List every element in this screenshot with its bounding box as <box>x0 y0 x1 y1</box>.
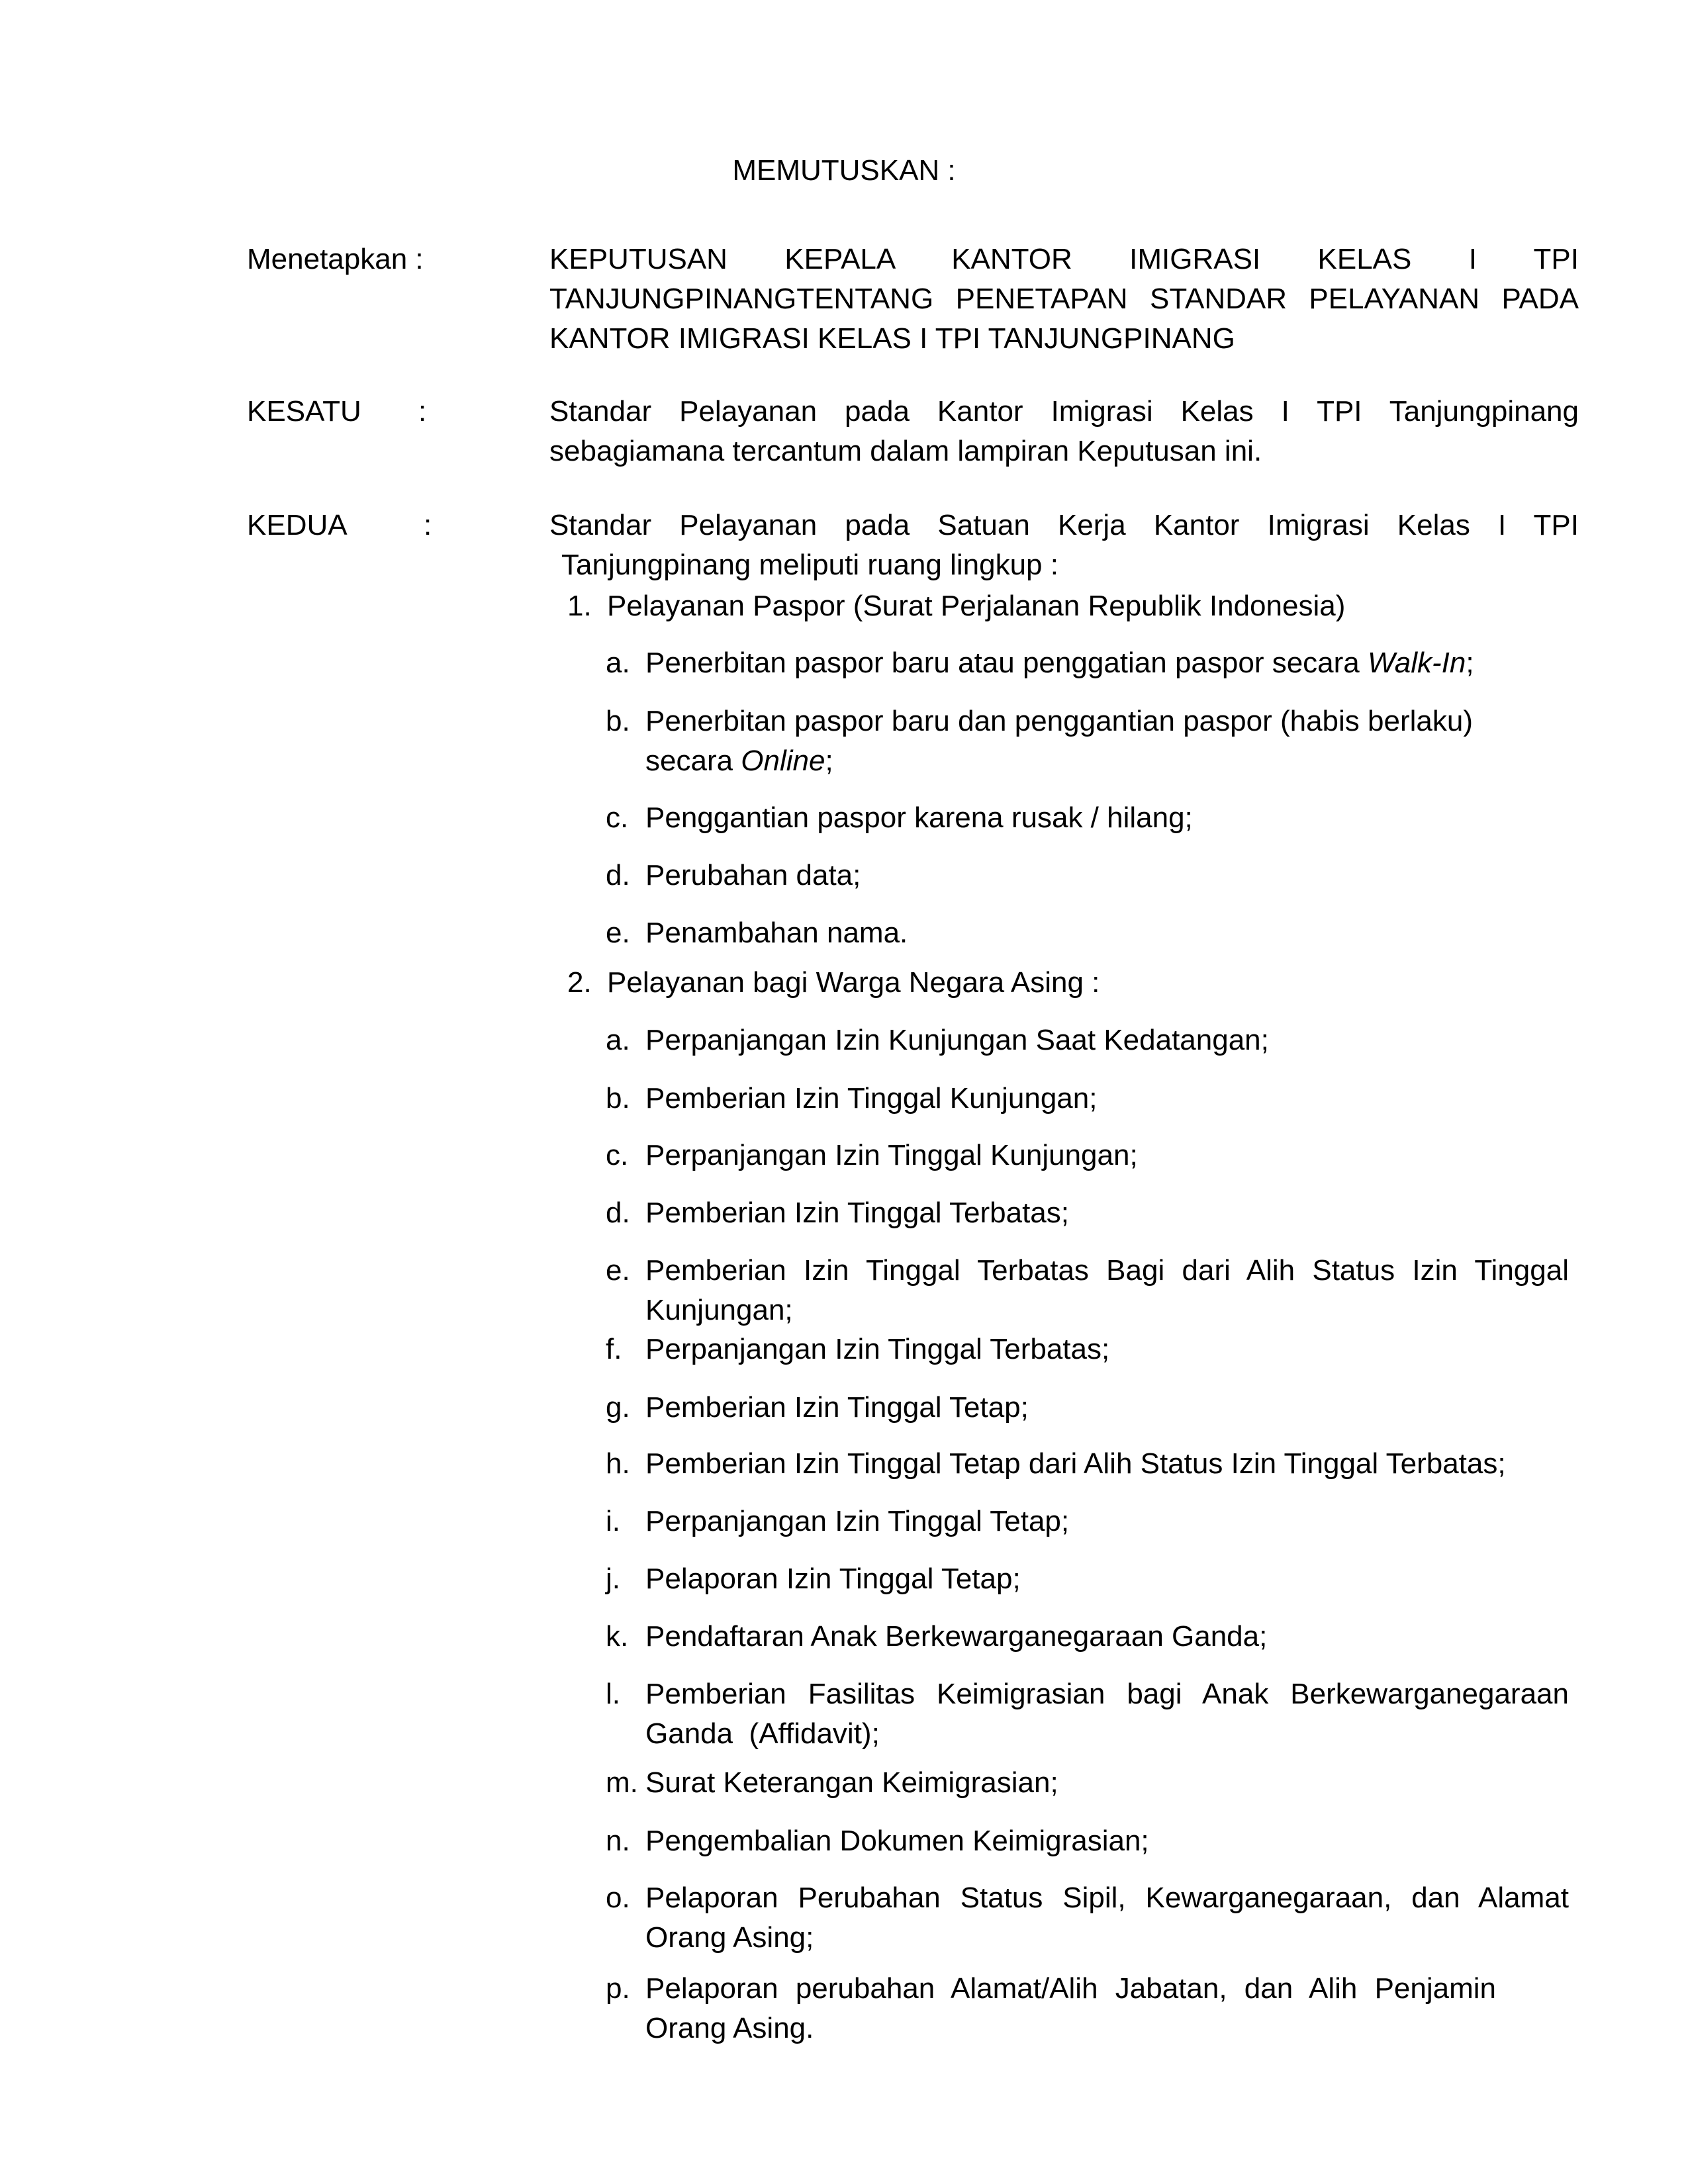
list-item-letter: a. <box>606 1024 630 1056</box>
list-item-text: Pemberian Izin Tinggal Tetap dari Alih Status Izin Tinggal Terbatas; <box>645 1447 1506 1480</box>
list-item-letter: k. <box>606 1620 629 1653</box>
menetapkan-label: Menetapkan : <box>247 243 424 275</box>
kesatu-text <box>549 392 1579 471</box>
kedua-label: KEDUA <box>247 509 348 541</box>
list-item-text: Pelaporan Izin Tinggal Tetap; <box>645 1563 1021 1595</box>
list-item-letter: b. <box>606 705 630 737</box>
kedua-colon: : <box>424 509 432 541</box>
page-title: MEMUTUSKAN : <box>732 154 956 187</box>
list-item-text: Penerbitan paspor baru dan penggantian paspor (habis berlaku) secara Online; <box>645 705 1473 777</box>
list-item-text: Perpanjangan Izin Tinggal Kunjungan; <box>645 1139 1138 1171</box>
menetapkan-line-3: KANTOR IMIGRASI KELAS I TPI TANJUNGPINANG <box>549 322 1235 355</box>
list-item-letter: g. <box>606 1391 630 1424</box>
list-item-text: Pemberian Izin Tinggal Terbatas; <box>645 1197 1069 1229</box>
kedua-text <box>549 506 1579 585</box>
section-title: Pelayanan Paspor (Surat Perjalanan Republik Indonesia) <box>607 590 1346 622</box>
section-number: 1. <box>567 590 592 622</box>
list-item-letter: e. <box>606 1254 630 1287</box>
list-item-letter: p. <box>606 1972 630 2005</box>
list-item-text: Perubahan data; <box>645 859 861 891</box>
list-item-text: Pemberian Izin Tinggal Kunjungan; <box>645 1082 1098 1115</box>
list-item-text: Pemberian Izin Tinggal Tetap; <box>645 1391 1029 1424</box>
kedua-line-1: Standar Pelayanan pada Satuan Kerja Kantor Imigrasi Kelas I TPI <box>549 509 1579 541</box>
list-item-letter: h. <box>606 1447 630 1480</box>
list-item-letter: n. <box>606 1825 630 1857</box>
list-item-text: Penerbitan paspor baru atau penggatian paspor secara Walk-In; <box>645 647 1474 679</box>
kesatu-line-2: sebagiamana tercantum dalam lampiran Keputusan ini. <box>549 435 1262 467</box>
list-item-text: Pengembalian Dokumen Keimigrasian; <box>645 1825 1149 1857</box>
list-item-text: Pemberian Fasilitas Keimigrasian bagi Anak Berkewarganegaraan Ganda (Affidavit); <box>645 1678 1569 1750</box>
list-item-text: Pendaftaran Anak Berkewarganegaraan Ganda; <box>645 1620 1268 1653</box>
list-item-letter: f. <box>606 1333 622 1365</box>
list-item-text: Pelaporan Perubahan Status Sipil, Kewarganegaraan, dan Alamat Orang Asing; <box>645 1882 1569 1954</box>
list-item-text: Perpanjangan Izin Tinggal Terbatas; <box>645 1333 1110 1365</box>
list-item-text: Perpanjangan Izin Kunjungan Saat Kedatangan; <box>645 1024 1269 1056</box>
menetapkan-line-2: TANJUNGPINANGTENTANG PENETAPAN STANDAR PELAYANAN PADA <box>549 283 1579 315</box>
list-item-letter: c. <box>606 1139 629 1171</box>
kesatu-label: KESATU <box>247 395 361 428</box>
italic-term: Online <box>741 745 825 777</box>
list-item-letter: a. <box>606 647 630 679</box>
list-item-letter: o. <box>606 1882 630 1914</box>
list-item-letter: m. <box>606 1766 638 1799</box>
list-item-letter: d. <box>606 1197 630 1229</box>
list-item-text: Penambahan nama. <box>645 917 908 949</box>
menetapkan-line-1: KEPUTUSAN KEPALA KANTOR IMIGRASI KELAS I TPI <box>549 243 1579 275</box>
list-item-letter: e. <box>606 917 630 949</box>
list-item-letter: c. <box>606 801 629 834</box>
list-item-letter: b. <box>606 1082 630 1115</box>
list-item-text: Pelaporan perubahan Alamat/Alih Jabatan, dan Alih Penjamin Orang Asing. <box>645 1972 1496 2044</box>
list-item-text: Penggantian paspor karena rusak / hilang; <box>645 801 1193 834</box>
list-item-letter: j. <box>606 1563 620 1595</box>
list-item-letter: i. <box>606 1505 620 1537</box>
kedua-line-2: Tanjungpinang meliputi ruang lingkup : <box>561 549 1058 581</box>
section-number: 2. <box>567 966 592 999</box>
list-item-text: Perpanjangan Izin Tinggal Tetap; <box>645 1505 1070 1537</box>
list-item-text: Surat Keterangan Keimigrasian; <box>645 1766 1058 1799</box>
section-title: Pelayanan bagi Warga Negara Asing : <box>607 966 1100 999</box>
list-item-letter: d. <box>606 859 630 891</box>
kesatu-colon: : <box>418 395 427 428</box>
menetapkan-text <box>549 240 1579 359</box>
list-item-text: Pemberian Izin Tinggal Terbatas Bagi dari Alih Status Izin Tinggal Kunjungan; <box>645 1254 1569 1326</box>
list-item-letter: l. <box>606 1678 620 1710</box>
kesatu-line-1: Standar Pelayanan pada Kantor Imigrasi Kelas I TPI Tanjungpinang <box>549 395 1579 428</box>
italic-term: Walk-In <box>1368 647 1466 679</box>
